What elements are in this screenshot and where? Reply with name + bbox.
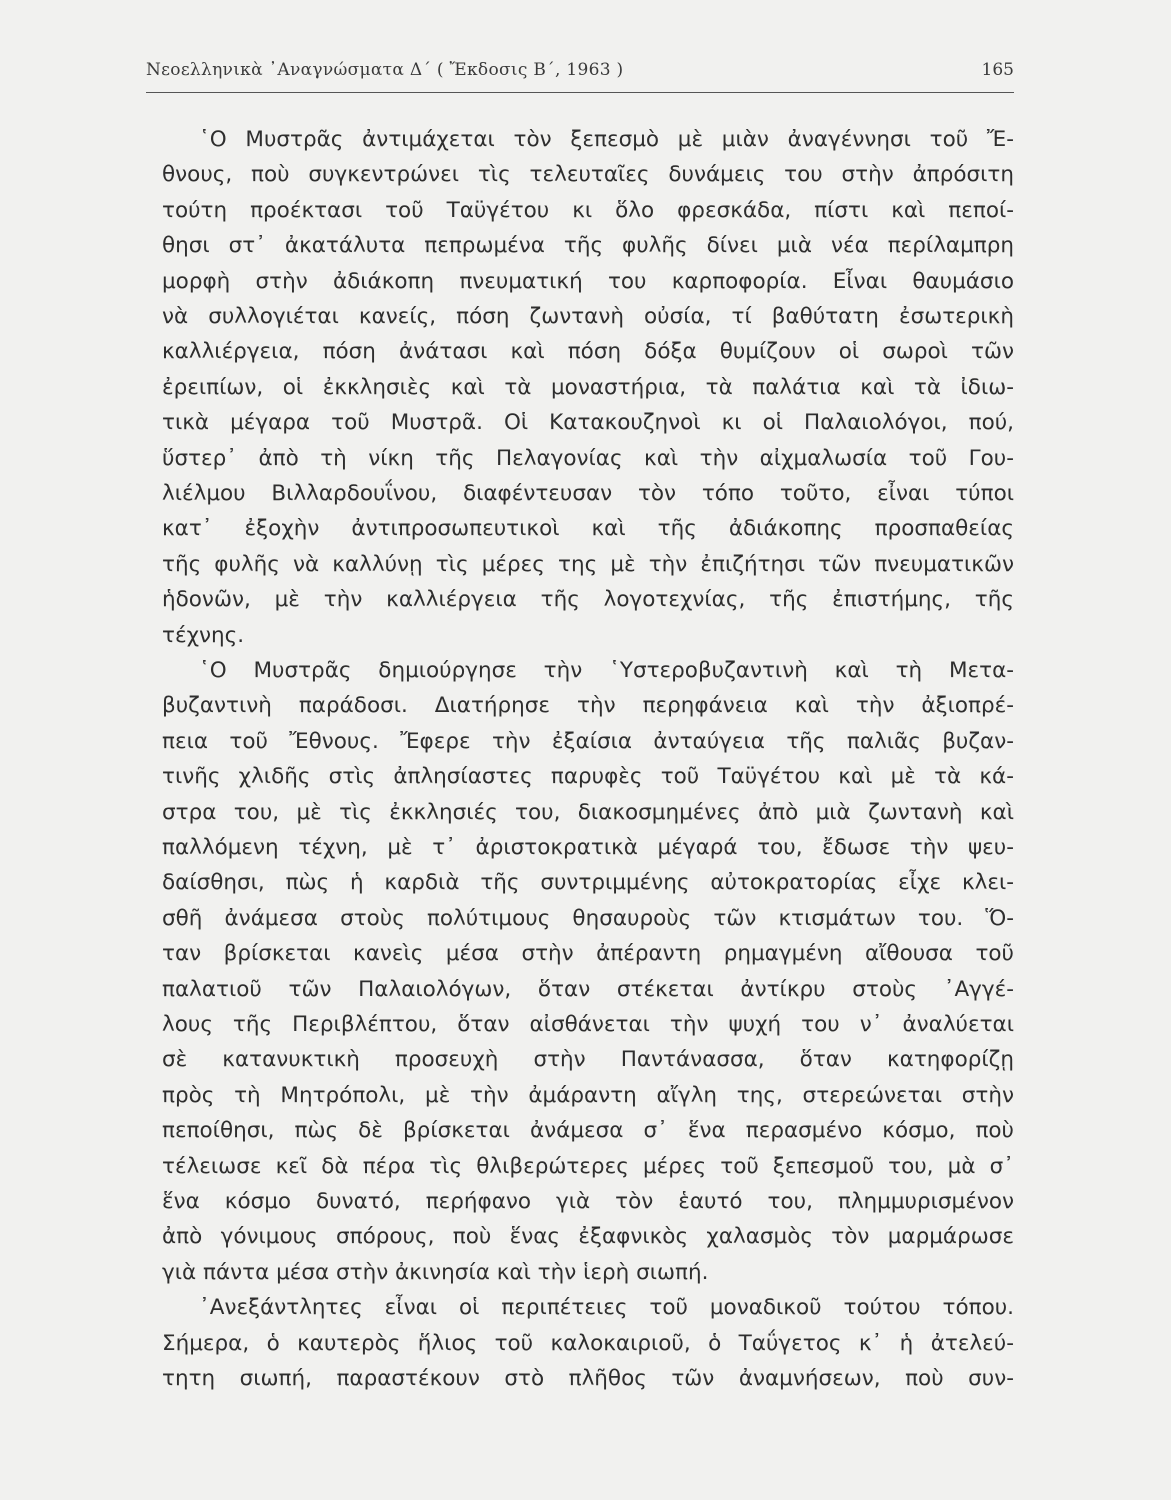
text-line: θησι στ᾿ ἀκατάλυτα πεπρωμένα τῆς φυλῆς δίνει μιὰ νέα περίλαμπρη [162,233,1014,259]
text-line: λιέλμου Βιλλαρδουΐνου, διαφέντευσαν τὸν τόπο τοῦτο, εἶναι τύποι [162,481,1014,506]
text-line: ταν βρίσκεται κανεὶς μέσα στὴν ἀπέραντη ρημαγμένη αἴθουσα τοῦ [162,941,1014,967]
text-line: ὕστερ᾿ ἀπὸ τὴ νίκη τῆς Πελαγονίας καὶ τὴν αἰχμαλωσία τοῦ Γου- [162,445,1014,471]
text-line: κατ᾿ ἐξοχὴν ἀντιπροσωπευτικοὶ καὶ τῆς ἀδιάκοπης προσπαθείας [162,516,1014,542]
text-line: τέλειωσε κεῖ δὰ πέρα τὶς θλιβερώτερες μέρες τοῦ ξεπεσμοῦ του, μὰ σ᾿ [162,1153,1014,1179]
text-line: λους τῆς Περιβλέπτου, ὅταν αἰσθάνεται τὴν ψυχή του ν᾿ ἀναλύεται [162,1012,1014,1037]
text-line: μορφὴ στὴν ἀδιάκοπη πνευματική του καρποφορία. Εἶναι θαυμάσιο [162,268,1014,294]
text-line: τῆς φυλῆς νὰ καλλύνῃ τὶς μέρες της μὲ τὴν ἐπιζήτησι τῶν πνευματικῶν [162,551,1014,577]
page-number: 165 [981,60,1014,80]
text-line: νὰ συλλογιέται κανείς, πόση ζωντανὴ οὐσία, τί βαθύτατη ἐσωτερικὴ [162,304,1014,329]
text-line: πρὸς τὴ Μητρόπολι, μὲ τὴν ἀμάραντη αἴγλη της, στερεώνεται στὴν [162,1082,1014,1108]
text-line: τικὰ μέγαρα τοῦ Μυστρᾶ. Οἱ Κατακουζηνοὶ κι οἱ Παλαιολόγοι, πού, [162,410,1014,436]
running-header [146,60,1014,92]
text-line: τούτη προέκτασι τοῦ Ταϋγέτου κι ὅλο φρεσκάδα, πίστι καὶ πεποί- [162,197,1014,223]
text-line: Σήμερα, ὁ καυτερὸς ἥλιος τοῦ καλοκαιριοῦ, ὁ Ταΰγετος κ᾿ ἡ ἀτελεύ- [162,1330,1014,1356]
text-line: ἕνα κόσμο δυνατό, περήφανο γιὰ τὸν ἑαυτό του, πλημμυρισμένον [162,1189,1014,1214]
text-line: δαίσθησι, πὼς ἡ καρδιὰ τῆς συντριμμένης αὐτοκρατορίας εἶχε κλει- [162,870,1014,896]
text-line: ῾Ο Μυστρᾶς δημιούργησε τὴν ῾Υστεροβυζαντινὴ καὶ τὴ Μετα- [199,658,1014,683]
text-line: ἀπὸ γόνιμους σπόρους, ποὺ ἕνας ἐξαφνικὸς χαλασμὸς τὸν μαρμάρωσε [162,1224,1014,1250]
text-line: ᾿Ανεξάντλητες εἶναι οἱ περιπέτειες τοῦ μοναδικοῦ τούτου τόπου. [199,1295,1014,1321]
text-line: θνους, ποὺ συγκεντρώνει τὶς τελευταῖες δυνάμεις του στὴν ἀπρόσιτη [162,162,1014,188]
text-line: στρα του, μὲ τὶς ἐκκλησιές του, διακοσμημένες ἀπὸ μιὰ ζωντανὴ καὶ [162,799,1014,825]
text-line: σθῆ ἀνάμεσα στοὺς πολύτιμους θησαυροὺς τῶν κτισμάτων του. Ὅ- [162,905,1014,931]
text-line: τινῆς χλιδῆς στὶς ἀπλησίαστες παρυφὲς τοῦ Ταϋγέτου καὶ μὲ τὰ κά- [162,764,1014,790]
header-rule [146,92,1014,93]
text-line: τέχνης. [162,622,245,648]
text-line: ῾Ο Μυστρᾶς ἀντιμάχεται τὸν ξεπεσμὸ μὲ μιὰν ἀναγέννησι τοῦ Ἔ- [199,127,1014,152]
text-line: σὲ κατανυκτικὴ προσευχὴ στὴν Παντάνασσα, ὅταν κατηφορίζῃ [162,1047,1014,1073]
text-line: παλλόμενη τέχνη, μὲ τ᾿ ἀριστοκρατικὰ μέγαρά του, ἔδωσε τὴν ψευ- [162,835,1014,860]
text-line: γιὰ πάντα μέσα στὴν ἀκινησία καὶ τὴν ἱερὴ σιωπή. [162,1259,709,1285]
header-title: Νεοελληνικὰ ᾿Αναγνώσματα Δ΄ ( Ἔκδοσις Β΄, 1963 ) [146,60,624,80]
text-line: παλατιοῦ τῶν Παλαιολόγων, ὅταν στέκεται ἀντίκρυ στοὺς ᾿Αγγέ- [162,976,1014,1002]
text-line: ἐρειπίων, οἱ ἐκκλησιὲς καὶ τὰ μοναστήρια, τὰ παλάτια καὶ τὰ ἰδιω- [162,374,1014,400]
text-line: τητη σιωπή, παραστέκουν στὸ πλῆθος τῶν ἀναμνήσεων, ποὺ συν- [162,1366,1014,1391]
text-line: βυζαντινὴ παράδοσι. Διατήρησε τὴν περηφάνεια καὶ τὴν ἀξιοπρέ- [162,693,1014,719]
text-line: πεια τοῦ Ἔθνους. Ἔφερε τὴν ἐξαίσια ἀνταύγεια τῆς παλιᾶς βυζαν- [162,728,1014,754]
text-line: καλλιέργεια, πόση ἀνάτασι καὶ πόση δόξα θυμίζουν οἱ σωροὶ τῶν [162,339,1014,365]
text-line: ἡδονῶν, μὲ τὴν καλλιέργεια τῆς λογοτεχνίας, τῆς ἐπιστήμης, τῆς [162,587,1014,613]
text-line: πεποίθησι, πὼς δὲ βρίσκεται ἀνάμεσα σ᾿ ἕνα περασμένο κόσμο, ποὺ [162,1118,1014,1144]
